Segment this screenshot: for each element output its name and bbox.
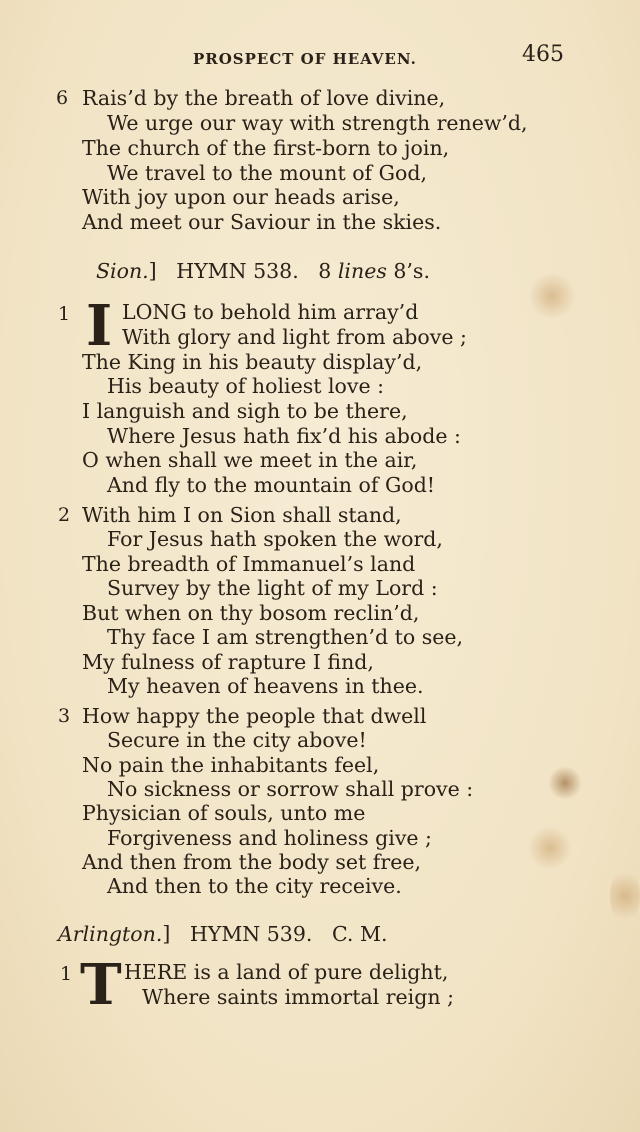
- verse-number: 3: [58, 705, 71, 727]
- tune-bracket: ]: [148, 259, 157, 283]
- verse-line: And then from the body set free,: [82, 850, 421, 874]
- tune-name: Arlington.: [58, 922, 163, 946]
- tune-name: Sion.: [96, 259, 149, 283]
- verse-line: No pain the inhabitants feel,: [82, 753, 380, 777]
- hymn-title: HYMN 538.: [176, 259, 299, 283]
- verse-line: My heaven of heavens in thee.: [107, 674, 424, 698]
- meter-rest: 8’s.: [393, 259, 430, 283]
- verse-line: HERE is a land of pure delight,: [124, 960, 449, 984]
- verse-line: For Jesus hath spoken the word,: [107, 527, 443, 551]
- tune-bracket: ]: [162, 922, 171, 946]
- verse-line: Survey by the light of my Lord :: [107, 576, 438, 600]
- verse-line: We travel to the mount of God,: [107, 161, 428, 185]
- verse-number: 6: [56, 87, 69, 109]
- verse-line: With him I on Sion shall stand,: [82, 503, 402, 527]
- verse-line: And meet our Saviour in the skies.: [82, 210, 442, 234]
- verse-line: Where Jesus hath fix’d his abode :: [107, 424, 461, 448]
- verse-line: His beauty of holiest love :: [107, 374, 385, 398]
- verse-line: The breadth of Immanuel’s land: [82, 552, 416, 576]
- verse-line: I languish and sigh to be there,: [82, 399, 408, 423]
- verse-line: Rais’d by the breath of love divine,: [82, 86, 446, 110]
- verse-number: 1: [60, 963, 73, 985]
- meter: C. M.: [331, 922, 388, 946]
- hymn-heading: [96, 258, 430, 284]
- meter-number: 8: [318, 259, 332, 283]
- verse-line: No sickness or sorrow shall prove :: [107, 777, 474, 801]
- verse-line: The church of the first-born to join,: [82, 136, 450, 160]
- meter-word: lines: [337, 259, 387, 283]
- paper-stain: [528, 826, 572, 870]
- verse-line: LONG to behold him array’d: [122, 300, 419, 324]
- paper-stain: [528, 272, 576, 320]
- verse-number: 1: [58, 303, 71, 325]
- verse-line: We urge our way with strength renew’d,: [107, 111, 528, 135]
- drop-cap: I: [86, 293, 113, 359]
- verse-line: With glory and light from above ;: [122, 325, 467, 349]
- page-header: [0, 42, 640, 76]
- drop-cap: T: [80, 952, 122, 1018]
- verse-line: And then to the city receive.: [107, 874, 402, 898]
- hymn-heading: [58, 921, 387, 947]
- verse-line: Physician of souls, unto me: [82, 801, 366, 825]
- verse-line: How happy the people that dwell: [82, 704, 427, 728]
- verse-line: Thy face I am strengthen’d to see,: [107, 625, 464, 649]
- verse-line: With joy upon our heads arise,: [82, 185, 400, 209]
- verse-line: O when shall we meet in the air,: [82, 448, 418, 472]
- verse-line: Where saints immortal reign ;: [142, 985, 454, 1009]
- page-number: 465: [522, 42, 564, 67]
- verse-line: Forgiveness and holiness give ;: [107, 826, 432, 850]
- paper-stain: [548, 766, 582, 800]
- verse-line: My fulness of rapture I find,: [82, 650, 374, 674]
- hymn-title: HYMN 539.: [189, 922, 313, 946]
- verse-line: Secure in the city above!: [107, 728, 367, 752]
- verse-line: But when on thy bosom reclin’d,: [82, 601, 420, 625]
- running-head: PROSPECT OF HEAVEN.: [193, 50, 417, 68]
- verse-line: The King in his beauty display’d,: [82, 350, 423, 374]
- paper-stain: [610, 866, 640, 926]
- verse-number: 2: [58, 504, 71, 526]
- verse-line: And fly to the mountain of God!: [107, 473, 436, 497]
